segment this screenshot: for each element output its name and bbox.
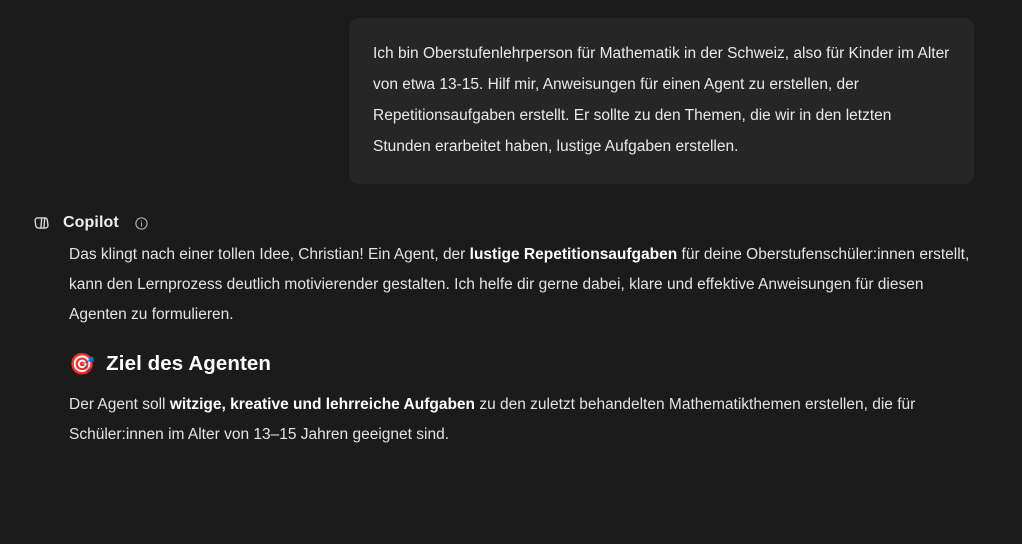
section-title: Ziel des Agenten <box>106 352 272 375</box>
paragraph-1-bold-1: lustige Repetitionsaufgaben <box>469 246 678 263</box>
paragraph-1-part-2: für deine Oberstufenschüler:innen erstellt, kann den Lernprozess deutlich motivierender gestalten. Ich helfe dir gerne dabei, klare und effektive Anweisungen für diesen Agenten zu formulieren. <box>69 246 970 323</box>
assistant-body <box>32 240 974 450</box>
assistant-header <box>32 212 974 234</box>
section-1-paragraph <box>69 390 974 450</box>
user-message-bubble[interactable] <box>349 18 974 184</box>
section-1-bold-1: witzige, kreative und lehrreiche Aufgaben <box>169 396 476 413</box>
user-message-text: Ich bin Oberstufenlehrperson für Mathematik in der Schweiz, also für Kinder im Alter von etwa 13-15. Hilf mir, Anweisungen für einen Agent zu erstellen, der Repetitionsaufgaben erstellt. Er sollte zu den Themen, die wir in den letzten Stunden erarbeitet haben, lustige Aufgaben erstellen. <box>373 45 950 155</box>
target-emoji: 🎯 <box>69 352 96 376</box>
assistant-name: Copilot <box>63 214 119 231</box>
assistant-paragraph-1 <box>69 240 974 330</box>
section-heading-goal <box>69 352 974 376</box>
section-1-part-1: Der Agent soll <box>69 396 170 413</box>
paragraph-1-part-1: Das klingt nach einer tollen Idee, Christian! Ein Agent, der <box>69 246 470 263</box>
info-icon[interactable] <box>134 215 150 231</box>
section-1-part-2: zu den zuletzt behandelten Mathematikthemen erstellen, die für Schüler:innen im Alter von 13–15 Jahren geeignet sind. <box>69 396 916 443</box>
user-message-row <box>0 0 1022 184</box>
copilot-icon <box>32 212 54 234</box>
assistant-message <box>0 184 1022 450</box>
